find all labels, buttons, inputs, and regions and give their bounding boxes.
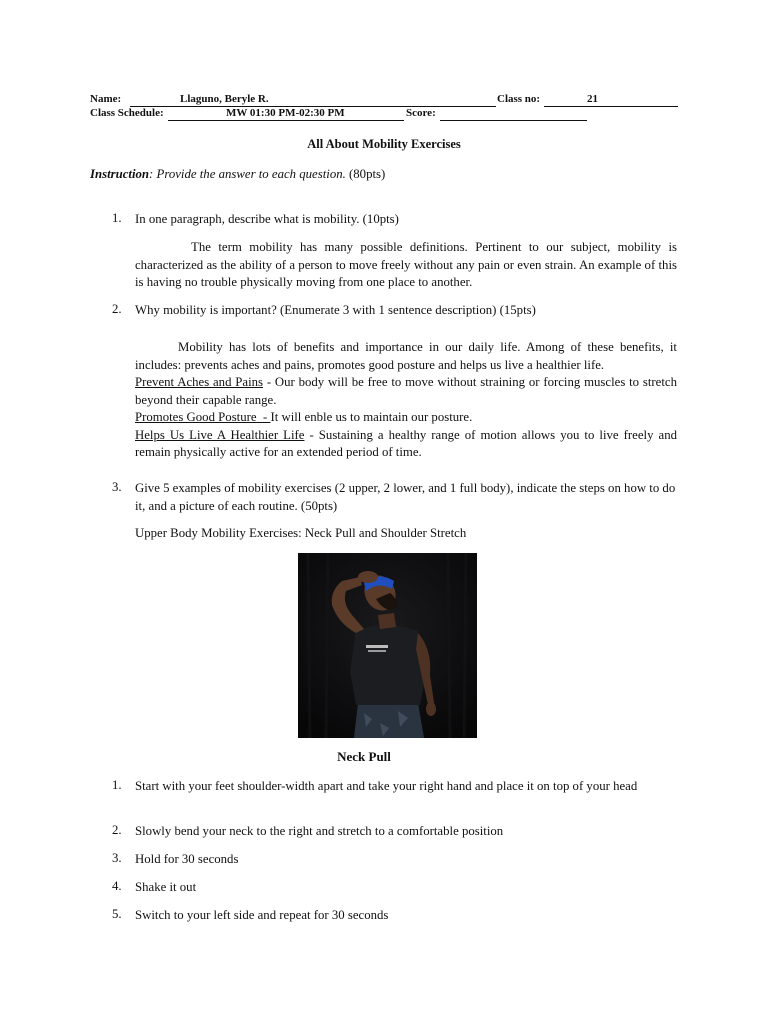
benefit-item [135,374,677,409]
benefits-intro: Mobility has lots of benefits and importance in our daily life. Among of these benefits, it includes: prevents aches and pains, promotes good posture and helps us live a healthier life. [135,340,677,372]
benefit-term: Helps Us Live A Healthier Life [135,427,305,442]
question-3-number: 3. [112,480,122,494]
name-value: Llaguno, Beryle R. [180,93,269,105]
benefit-desc: - Sustaining a healthy range of motion allows you to live freely and remain physically active for an extended period of time. [135,427,677,459]
question-2-text: Why mobility is important? (Enumerate 3 with 1 sentence description) (15pts) [135,303,536,317]
class-no-value: 21 [587,93,598,105]
question-1-number: 1. [112,211,122,225]
step-text: Switch to your left side and repeat for 30 seconds [135,908,389,922]
step-number: 2. [112,823,122,837]
step-number: 3. [112,851,122,865]
photo-illustration [298,553,477,738]
step-text: Hold for 30 seconds [135,852,239,866]
step-number: 1. [112,778,122,792]
score-label: Score: [406,107,436,119]
question-2-answer [135,339,677,462]
instruction-text: : Provide the answer to each question. [149,167,346,181]
schedule-label: Class Schedule: [90,107,164,119]
schedule-value: MW 01:30 PM-02:30 PM [226,107,345,119]
man-stretching-neck-photo [298,553,477,738]
instruction-points: (80pts) [345,167,386,181]
class-no-label: Class no: [497,93,541,105]
class-no-underline [544,106,678,107]
exercise-caption: Neck Pull [337,749,391,764]
step-number: 4. [112,879,122,893]
benefit-item [135,427,677,462]
step-text: Slowly bend your neck to the right and stretch to a comfortable position [135,824,504,838]
score-underline [440,120,587,121]
step-text: Start with your feet shoulder-width apart and take your right hand and place it on top of your head [135,779,638,793]
benefit-item [135,409,677,427]
name-label: Name: [90,93,122,105]
step-text: Shake it out [135,880,197,894]
benefit-term: Promotes Good Posture - [135,410,271,424]
step-number: 5. [112,907,122,921]
benefit-desc: - Our body will be free to move without straining or forcing muscles to stretch beyond their capable range. [135,375,677,407]
instruction [90,166,385,184]
question-2-number: 2. [112,302,122,316]
question-3-text: Give 5 examples of mobility exercises (2 upper, 2 lower, and 1 full body), indicate the steps on how to do it, and a picture of each routine. (50pts) [135,481,676,513]
question-1-text: In one paragraph, describe what is mobility. (10pts) [135,212,399,226]
page-title: All About Mobility Exercises [307,137,461,151]
upper-body-subheading: Upper Body Mobility Exercises: Neck Pull and Shoulder Stretch [135,526,467,540]
instruction-label: Instruction [90,167,150,181]
benefit-desc: It will enble us to maintain our posture. [270,410,473,424]
question-1-answer: The term mobility has many possible definitions. Pertinent to our subject, mobility is characterized as the ability of a person to move freely without any pain or even strain. An example of this is having no trouble physically moving from one place to another. [135,240,677,289]
schedule-underline [168,120,404,121]
benefit-term: Prevent Aches and Pains [135,375,264,389]
